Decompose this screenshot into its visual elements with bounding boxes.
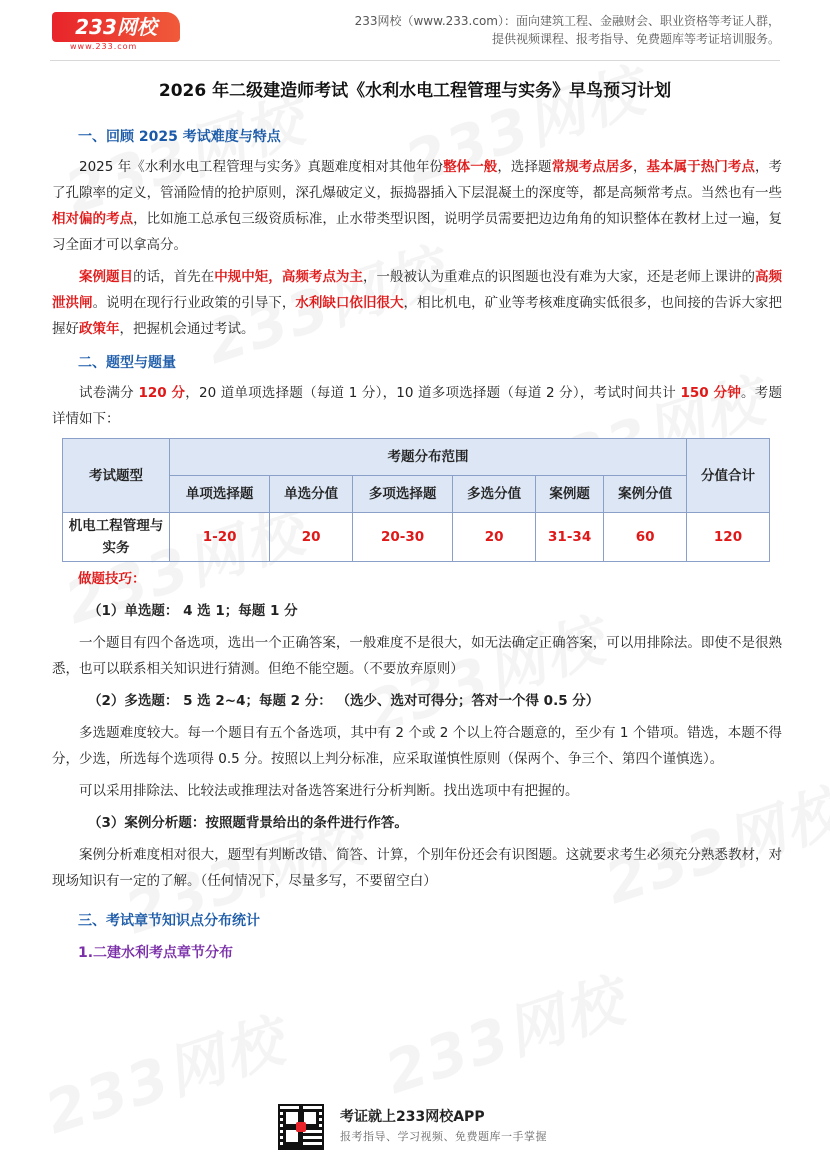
case-text: 案例分析难度相对很大，题型有判断改错、简答、计算，个别年份还会有识图题。这就要求考生必须充分熟悉教材，对现场知识有一定的了解。（任何情况下，尽量多写，不要留空白） xyxy=(52,847,782,889)
header-line-2: 提供视频课程、报考指导、免费题库等考证培训服务。 xyxy=(491,32,780,46)
text: ，选择题 xyxy=(497,159,552,175)
table-subheader-row xyxy=(63,476,770,513)
text: ，一般被认为重难点的识图题也没有难为大家，还是老师上课讲的 xyxy=(362,269,756,285)
logo-text: 233网校 xyxy=(52,12,180,42)
col-header-type: 考试题型 xyxy=(63,439,170,513)
watermark xyxy=(373,954,634,1110)
col-header-group: 考题分布范围 xyxy=(170,439,687,476)
section-heading-review: 一、回顾 2025 考试难度与特点 xyxy=(78,129,281,145)
brand-logo[interactable] xyxy=(52,12,187,52)
table-cell: 20 xyxy=(453,513,536,562)
header-divider xyxy=(50,60,780,61)
highlight: 中规中矩，高频考点为主 xyxy=(214,269,363,285)
case-heading: （3）案例分析题：按照题背景给出的条件进行作答。 xyxy=(88,815,408,831)
text: 的话，首先在 xyxy=(133,269,215,285)
exam-overview xyxy=(52,380,782,432)
multi-choice-text-2: 可以采用排除法、比较法或推理法对备选答案进行分析判断。找出选项中有把握的。 xyxy=(79,783,579,799)
section-heading-question-types: 二、题型与题量 xyxy=(78,355,176,371)
qr-code-icon[interactable] xyxy=(278,1104,324,1150)
text: 。说明在现行行业政策的引导下， xyxy=(92,295,296,311)
text: 试卷满分 xyxy=(79,385,139,401)
table-cell: 60 xyxy=(604,513,687,562)
table-cell: 1-20 xyxy=(170,513,270,562)
review-paragraph-1 xyxy=(52,154,782,258)
footer-title: 考证就上233网校APP xyxy=(340,1109,485,1125)
subheader-cell: 案例分值 xyxy=(604,476,687,513)
logo-url: www.233.com xyxy=(70,42,138,51)
text: ，考了孔隙率的定义，管涌险情的抢护原则，深孔爆破定义，振捣器插入下层混凝土的深度等，都是高频常考点。当然也有一些 xyxy=(52,159,783,201)
text: ，20 道单项选择题（每道 1 分），10 道多项选择题（每道 2 分），考试时间共计 xyxy=(185,385,681,401)
chapter-subheading: 1.二建水利考点章节分布 xyxy=(78,945,234,961)
table-cell: 31-34 xyxy=(535,513,603,562)
text: ， xyxy=(632,159,647,175)
text: 2025 年《水利水电工程管理与实务》真题难度相对其他年份 xyxy=(79,159,444,175)
subheader-cell: 多项选择题 xyxy=(352,476,452,513)
tips-heading: 做题技巧： xyxy=(78,571,146,587)
subheader-cell: 单项选择题 xyxy=(170,476,270,513)
text: ，相比机电，矿业等考核难度确实低很多，也间接的告诉大家把握好 xyxy=(52,295,783,337)
header-line-1: 233网校（www.233.com）：面向建筑工程、金融财会、职业资格等考证人群， xyxy=(354,14,780,28)
text: ，把握机会通过考试。 xyxy=(119,321,255,337)
subheader-cell: 案例题 xyxy=(535,476,603,513)
header-tagline xyxy=(355,12,780,48)
subheader-cell: 单选分值 xyxy=(270,476,353,513)
table-cell-total: 120 xyxy=(687,513,770,562)
page-header xyxy=(0,0,830,60)
single-choice-text: 一个题目有四个备选项，选出一个正确答案，一般难度不是很大，如无法确定正确答案，可以用排除法。即使不是很熟悉，也可以联系相关知识进行猜测。但绝不能空题。（不要放弃原则） xyxy=(52,635,782,677)
review-paragraph-2 xyxy=(52,264,782,342)
highlight: 整体一般 xyxy=(443,159,498,175)
question-distribution-table xyxy=(62,438,770,562)
multi-choice-heading: （2）多选题： 5 选 2~4；每题 2 分： （选少、选对可得分；答对一个得 0.5 分） xyxy=(88,693,600,709)
qr-logo xyxy=(296,1122,306,1132)
subheader-cell: 多选分值 xyxy=(453,476,536,513)
highlight: 基本属于热门考点 xyxy=(646,159,755,175)
highlight: 150 分钟 xyxy=(680,385,742,401)
table-header-row xyxy=(63,439,770,476)
table-cell: 20 xyxy=(270,513,353,562)
footer-subtitle: 报考指导、学习视频、免费题库一手掌握 xyxy=(340,1130,547,1143)
row-label: 机电工程管理与实务 xyxy=(63,513,170,562)
document-body xyxy=(52,124,782,966)
text: 。考题详情如下： xyxy=(52,385,783,427)
highlight: 政策年 xyxy=(79,321,120,337)
page-title: 2026 年二级建造师考试《水利水电工程管理与实务》早鸟预习计划 xyxy=(158,81,672,101)
col-header-total: 分值合计 xyxy=(687,439,770,513)
highlight: 高频泄洪闸 xyxy=(52,269,783,311)
table-row xyxy=(63,513,770,562)
text: ，比如施工总承包三级资质标准，止水带类型识图，说明学员需要把边边角角的知识整体在教材上过一遍，复习全面才可以拿高分。 xyxy=(52,211,783,253)
single-choice-heading: （1）单选题： 4 选 1；每题 1 分 xyxy=(88,603,298,619)
highlight: 常规考点居多 xyxy=(551,159,633,175)
page-footer xyxy=(0,1098,830,1158)
highlight: 水利缺口依旧很大 xyxy=(295,295,404,311)
highlight: 120 分 xyxy=(138,385,186,401)
section-heading-chapters: 三、考试章节知识点分布统计 xyxy=(78,913,260,929)
highlight: 案例题目 xyxy=(79,269,134,285)
table-cell: 20-30 xyxy=(352,513,452,562)
multi-choice-text: 多选题难度较大。每一个题目有五个备选项，其中有 2 个或 2 个以上符合题意的，至少有 1 个错项。错选，本题不得分，少选，所选每个选项得 0.5 分。按照以上判分标准，应采取谨慎性原则（保两个、争三个、第四个谨慎选）。 xyxy=(52,725,782,767)
highlight: 相对偏的考点 xyxy=(52,211,134,227)
